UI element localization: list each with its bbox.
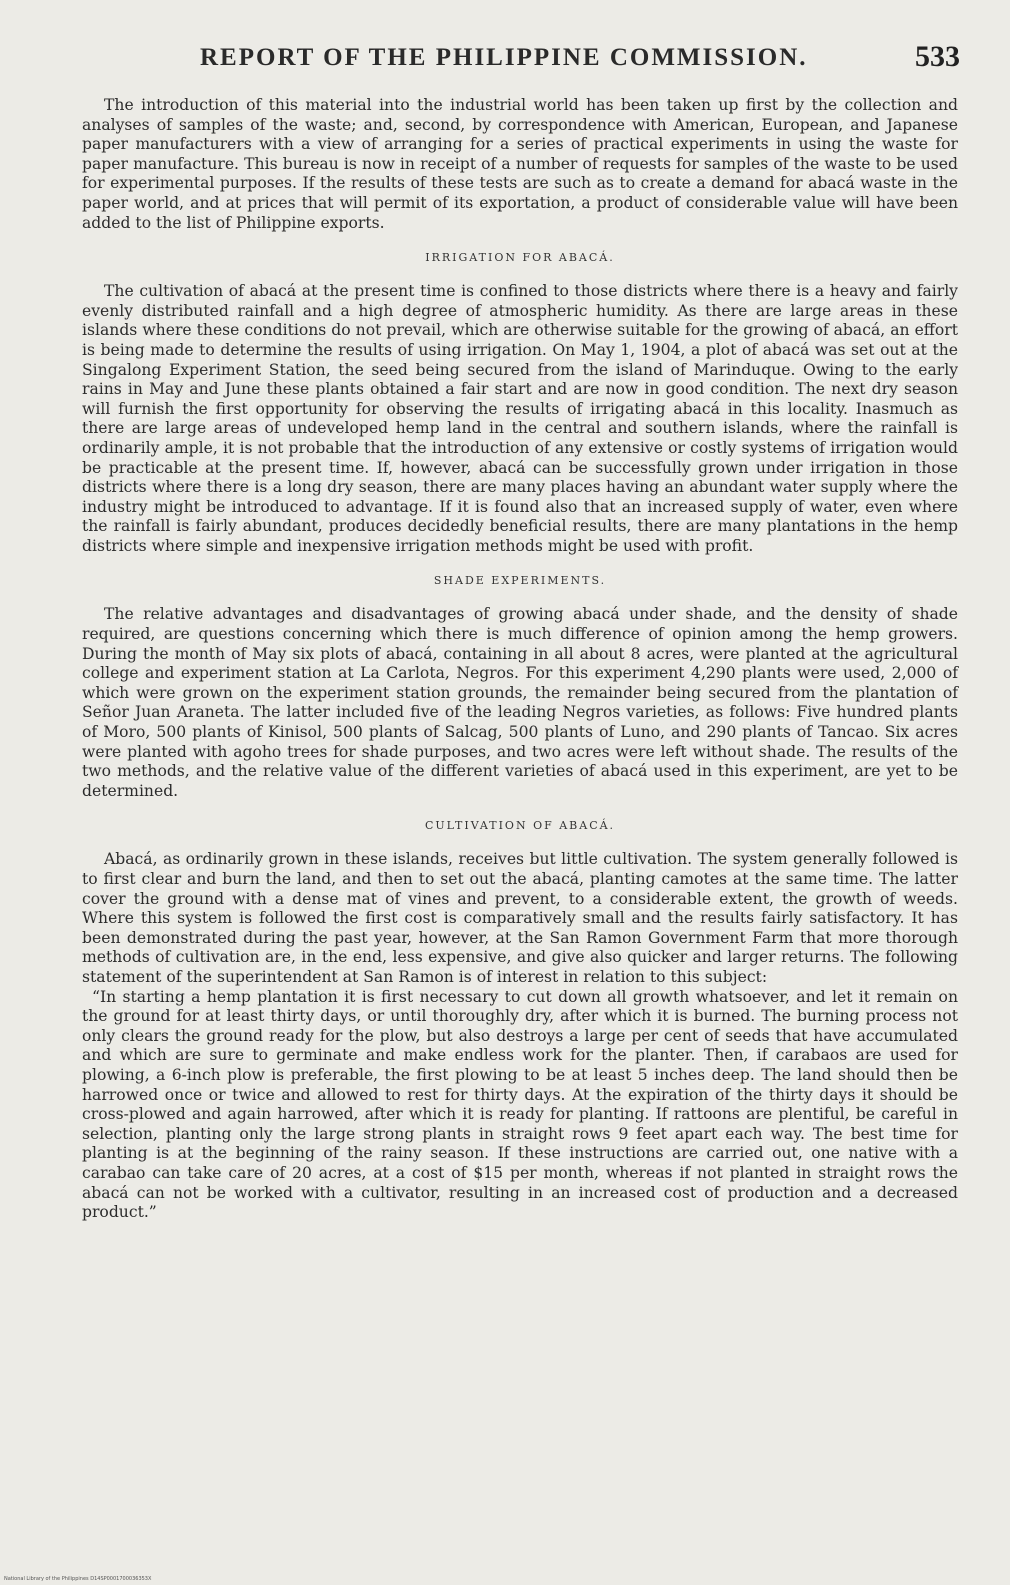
intro-paragraph: The introduction of this material into the industrial world has been taken up first by the collection and analyses of samples of the waste; and, second, by correspondence with American, European, and Japanese paper manufacturers with a view of arranging for a series of practical experiments in using the waste for paper manufacture. This bureau is now in receipt of a number of requests for samples of the waste to be used for experimental purposes. If the results of these tests are such as to create a demand for abacá waste in the paper world, and at prices that will permit of its exportation, a product of considerable value will have been added to the list of Philippine exports. bbox=[82, 96, 958, 232]
running-title: REPORT OF THE PHILIPPINE COMMISSION. bbox=[200, 44, 808, 71]
cultivation-paragraph: Abacá, as ordinarily grown in these islands, receives but little cultivation. The system generally followed is to first clear and burn the land, and then to set out the abacá, planting camotes at the same time. The latter cover the ground with a dense mat of vines and prevent, to a considerable extent, the growth of weeds. Where this system is followed the first cost is comparatively small and the results fairly satisfactory. It has been demonstrated during the past year, however, at the San Ramon Government Farm that more thorough methods of cultivation are, in the end, less expensive, and give also quicker and larger returns. The following statement of the superintendent at San Ramon is of interest in relation to this subject: bbox=[82, 850, 958, 986]
cultivation-heading: CULTIVATION OF ABACÁ. bbox=[424, 819, 616, 833]
irrigation-heading: IRRIGATION FOR ABACÁ. bbox=[425, 251, 615, 265]
page-number: 533 bbox=[915, 40, 960, 73]
shade-paragraph: The relative advantages and disadvantages of growing abacá under shade, and the density of shade required, are questions concerning which there is much difference of opinion among the hemp growers. During the month of May six plots of abacá, containing in all about 8 acres, were planted at the agricultural college and experiment station at La Carlota, Negros. For this experiment 4,290 plants were used, 2,000 of which were grown on the experiment station grounds, the remainder being secured from the plantation of Señor Juan Araneta. The latter included five of the leading Negros varieties, as follows: Five hundred plants of Moro, 500 plants of Kinisol, 500 plants of Salcag, 500 plants of Luno, and 290 plants of Tancao. Six acres were planted with agoho trees for shade purposes, and two acres were left without shade. The results of the two methods, and the relative value of the different varieties of abacá used in this experiment, are yet to be determined. bbox=[82, 605, 958, 800]
irrigation-paragraph: The cultivation of abacá at the present time is confined to those districts where there is a heavy and fairly evenly distributed rainfall and a high degree of atmospheric humidity. As there are large areas in these islands where these conditions do not prevail, which are otherwise suitable for the growing of abacá, an effort is being made to determine the results of using irrigation. On May 1, 1904, a plot of abacá was set out at the Singalong Experiment Station, the seed being secured from the island of Marinduque. Owing to the early rains in May and June these plants obtained a fair start and are now in good condition. The next dry season will furnish the first opportunity for observing the results of irrigating abacá in this locality. Inasmuch as there are large areas of undeveloped hemp land in the central and southern islands, where the rainfall is ordinarily ample, it is not probable that the introduction of any extensive or costly systems of irrigation would be practicable at the present time. If, however, abacá can be successfully grown under irrigation in those districts where there is a long dry season, there are many places having an abundant water supply where the industry might be introduced to advantage. If it is found also that an increased supply of water, even where the rainfall is fairly abundant, produces decidedly beneficial results, there are many plantations in the hemp districts where simple and inexpensive irrigation methods might be used with profit. bbox=[82, 282, 958, 555]
superintendent-quote: “In starting a hemp plantation it is first necessary to cut down all growth whatsoever, and let it remain on the ground for at least thirty days, or until thoroughly dry, after which it is burned. The burning process not only clears the ground ready for the plow, but also destroys a large per cent of seeds that have accumulated and which are sure to germinate and make endless work for the planter. Then, if carabaos are used for plowing, a 6-inch plow is preferable, the first plowing to be at least 5 inches deep. The land should then be harrowed once or twice and allowed to rest for thirty days. At the expiration of the thirty days it should be cross-plowed and again harrowed, after which it is ready for planting. If rattoons are plentiful, be careful in selection, planting only the large strong plants in straight rows 9 feet apart each way. The best time for planting is at the beginning of the rainy season. If these instructions are carried out, one native with a carabao can take care of 20 acres, at a cost of $15 per month, whereas if not planted in straight rows the abacá can not be worked with a cultivator, resulting in an increased cost of production and a decreased product.” bbox=[82, 987, 958, 1222]
page-header bbox=[200, 40, 960, 84]
shade-heading: SHADE EXPERIMENTS. bbox=[433, 574, 607, 588]
scan-attribution: National Library of the Philippines D14SP0001700036353X bbox=[4, 1576, 152, 1582]
page-body bbox=[82, 96, 958, 1223]
